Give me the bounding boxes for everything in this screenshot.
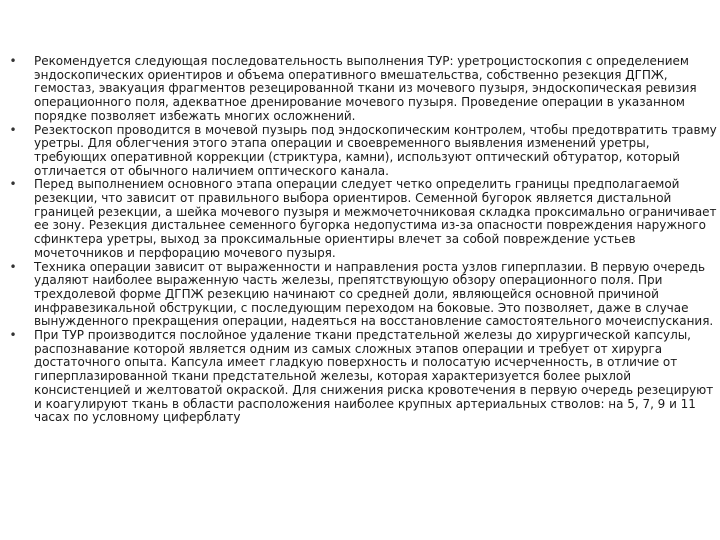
bullet-text: Рекомендуется следующая последовательность выполнения ТУР: уретроцистоскопия с определением эндоскопических ориентиров и объема оперативного вмешательства, собственно резекция ДГПЖ, гемостаз, эвакуация фрагментов резецированной ткани из мочевого пузыря, эндоскопическая ревизия операционного поля, адекватное дренирование мочевого пузыря. Проведение операции в указанном порядке позволяет избежать многих осложнений. [34,54,697,123]
bullet-item-3 [8,178,718,260]
bullet-item-4 [8,261,718,330]
bullet-dot-icon: • [9,328,17,343]
bullet-item-1 [8,55,718,124]
bullet-dot-icon: • [9,259,17,274]
bullet-item-5 [8,329,718,425]
bullet-dot-icon: • [9,54,17,68]
bullet-text: При ТУР производится послойное удаление ткани предстательной железы до хирургической капсулы, распознавание которой является одним из самых сложных этапов операции и требует от хирурга достаточного опыта. Капсула имеет гладкую поверхность и полосатую исчерченность, в отличие от гиперплазированной ткани предстательной железы, которая характеризуется более рыхлой консистенцией и желтоватой окраской. Для снижения риска кровотечения в первую очередь резецируют и коагулируют ткань в области расположения наиболее крупных артериальных стволов: на 5, 7, 9 и 11 часах по условному циферблату [34,328,714,425]
bullet-list [8,55,718,425]
bullet-dot-icon: • [9,122,17,137]
bullet-text: Перед выполнением основного этапа операции следует четко определить границы предполагаемой резекции, что зависит от правильного выбора ориентиров. Семенной бугорок является дистальной границей резекции, а шейка мочевого пузыря и межмочеточниковая складка проксимально ограничивает ее зону. Резекция дистальнее семенного бугорка недопустима из-за опасности повреждения наружного сфинктера уретры, выход за проксимальные ориентиры влечет за собой повреждение устьев мочеточников и перфорацию мочевого пузыря. [34,177,717,260]
bullet-text: Техника операции зависит от выраженности и направления роста узлов гиперплазии. В первую очередь удаляют наиболее выраженную часть железы, препятствующую обзору операционного поля. При трехдолевой форме ДГПЖ резекцию начинают со средней доли, являющейся основной причиной инфравезикальной обструкции, с последующим переходом на боковые. Это позволяет, даже в случае вынужденного прекращения операции, надеяться на восстановление самостоятельного мочеиспускания. [34,259,714,329]
bullet-dot-icon: • [9,177,17,192]
bullet-text: Резектоскоп проводится в мочевой пузырь под эндоскопическим контролем, чтобы предотвратить травму уретры. Для облегчения этого этапа операции и своевременного выявления изменений уретры, требующих оперативной коррекции (стриктура, камни), используют оптический обтуратор, который отличается от обычного наличием оптического канала. [34,122,717,178]
bullet-item-2 [8,124,718,179]
